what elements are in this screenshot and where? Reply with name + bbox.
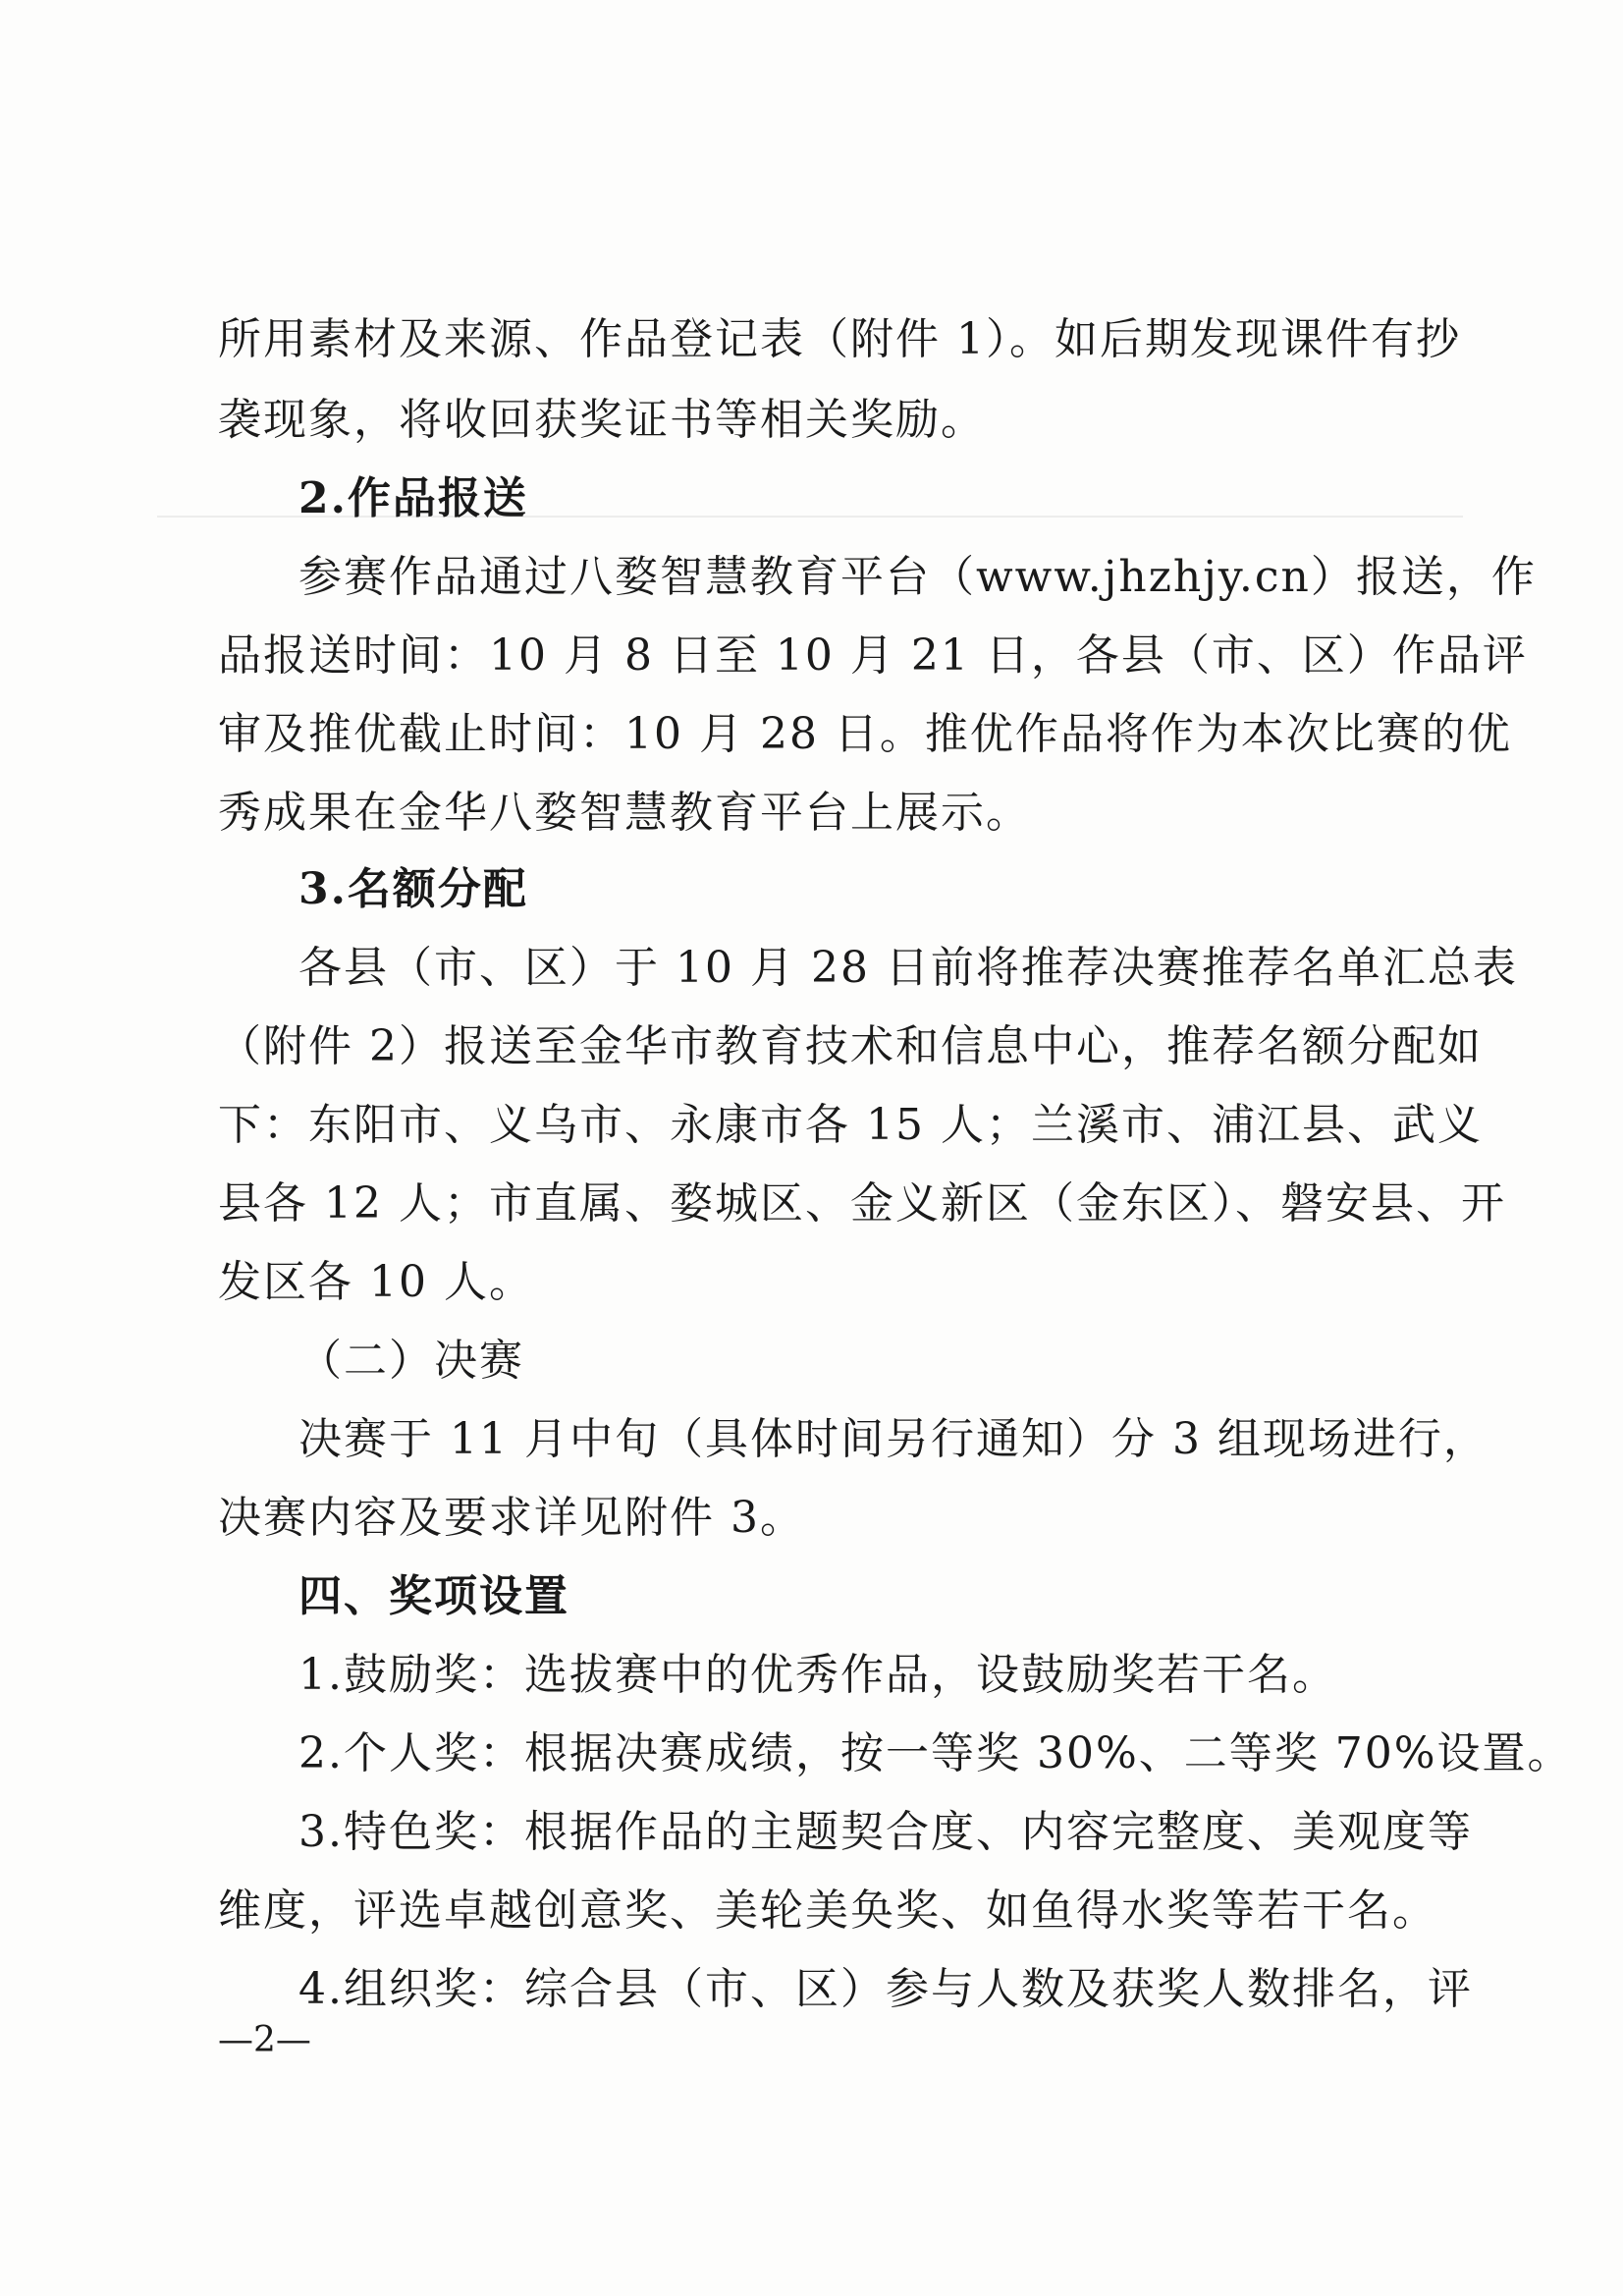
body-line: 维度，评选卓越创意奖、美轮美奂奖、如鱼得水奖等若干名。	[218, 1886, 1437, 1936]
body-line: 品报送时间：10 月 8 日至 10 月 21 日，各县（市、区）作品评	[218, 630, 1528, 681]
body-line: 1.鼓励奖：选拔赛中的优秀作品，设鼓励奖若干名。	[298, 1650, 1337, 1700]
body-line: 2.个人奖：根据决赛成绩，按一等奖 30%、二等奖 70%设置。	[298, 1728, 1573, 1778]
body-line: 3.特色奖：根据作品的主题契合度、内容完整度、美观度等	[298, 1807, 1473, 1857]
body-line: 决赛于 11 月中旬（具体时间另行通知）分 3 组现场进行，	[298, 1414, 1488, 1464]
section-heading: 2.作品报送	[298, 473, 528, 523]
section-heading: （二）决赛	[298, 1336, 524, 1386]
body-line: 决赛内容及要求详见附件 3。	[218, 1493, 805, 1543]
body-line: 袭现象，将收回获奖证书等相关奖励。	[218, 395, 986, 445]
page-number: —2—	[218, 2020, 311, 2060]
body-line: 各县（市、区）于 10 月 28 日前将推荐决赛推荐名单汇总表	[298, 943, 1518, 993]
body-line: 发区各 10 人。	[218, 1257, 534, 1307]
body-line: 4.组织奖：综合县（市、区）参与人数及获奖人数排名，评	[298, 1964, 1473, 2014]
body-line: 参赛作品通过八婺智慧教育平台（www.jhzhjy.cn）报送，作	[298, 552, 1537, 602]
body-line: 秀成果在金华八婺智慧教育平台上展示。	[218, 788, 1031, 838]
body-line: 所用素材及来源、作品登记表（附件 1）。如后期发现课件有抄	[218, 314, 1461, 364]
section-heading: 3.名额分配	[298, 864, 528, 914]
body-line: 下：东阳市、义乌市、永康市各 15 人；兰溪市、浦江县、武义	[218, 1100, 1483, 1150]
section-heading: 四、奖项设置	[298, 1571, 569, 1621]
body-line: 审及推优截止时间：10 月 28 日。推优作品将作为本次比赛的优	[218, 709, 1512, 759]
body-line: 县各 12 人；市直属、婺城区、金义新区（金东区）、磐安县、开	[218, 1178, 1506, 1229]
body-line: （附件 2）报送至金华市教育技术和信息中心，推荐名额分配如	[218, 1021, 1483, 1071]
